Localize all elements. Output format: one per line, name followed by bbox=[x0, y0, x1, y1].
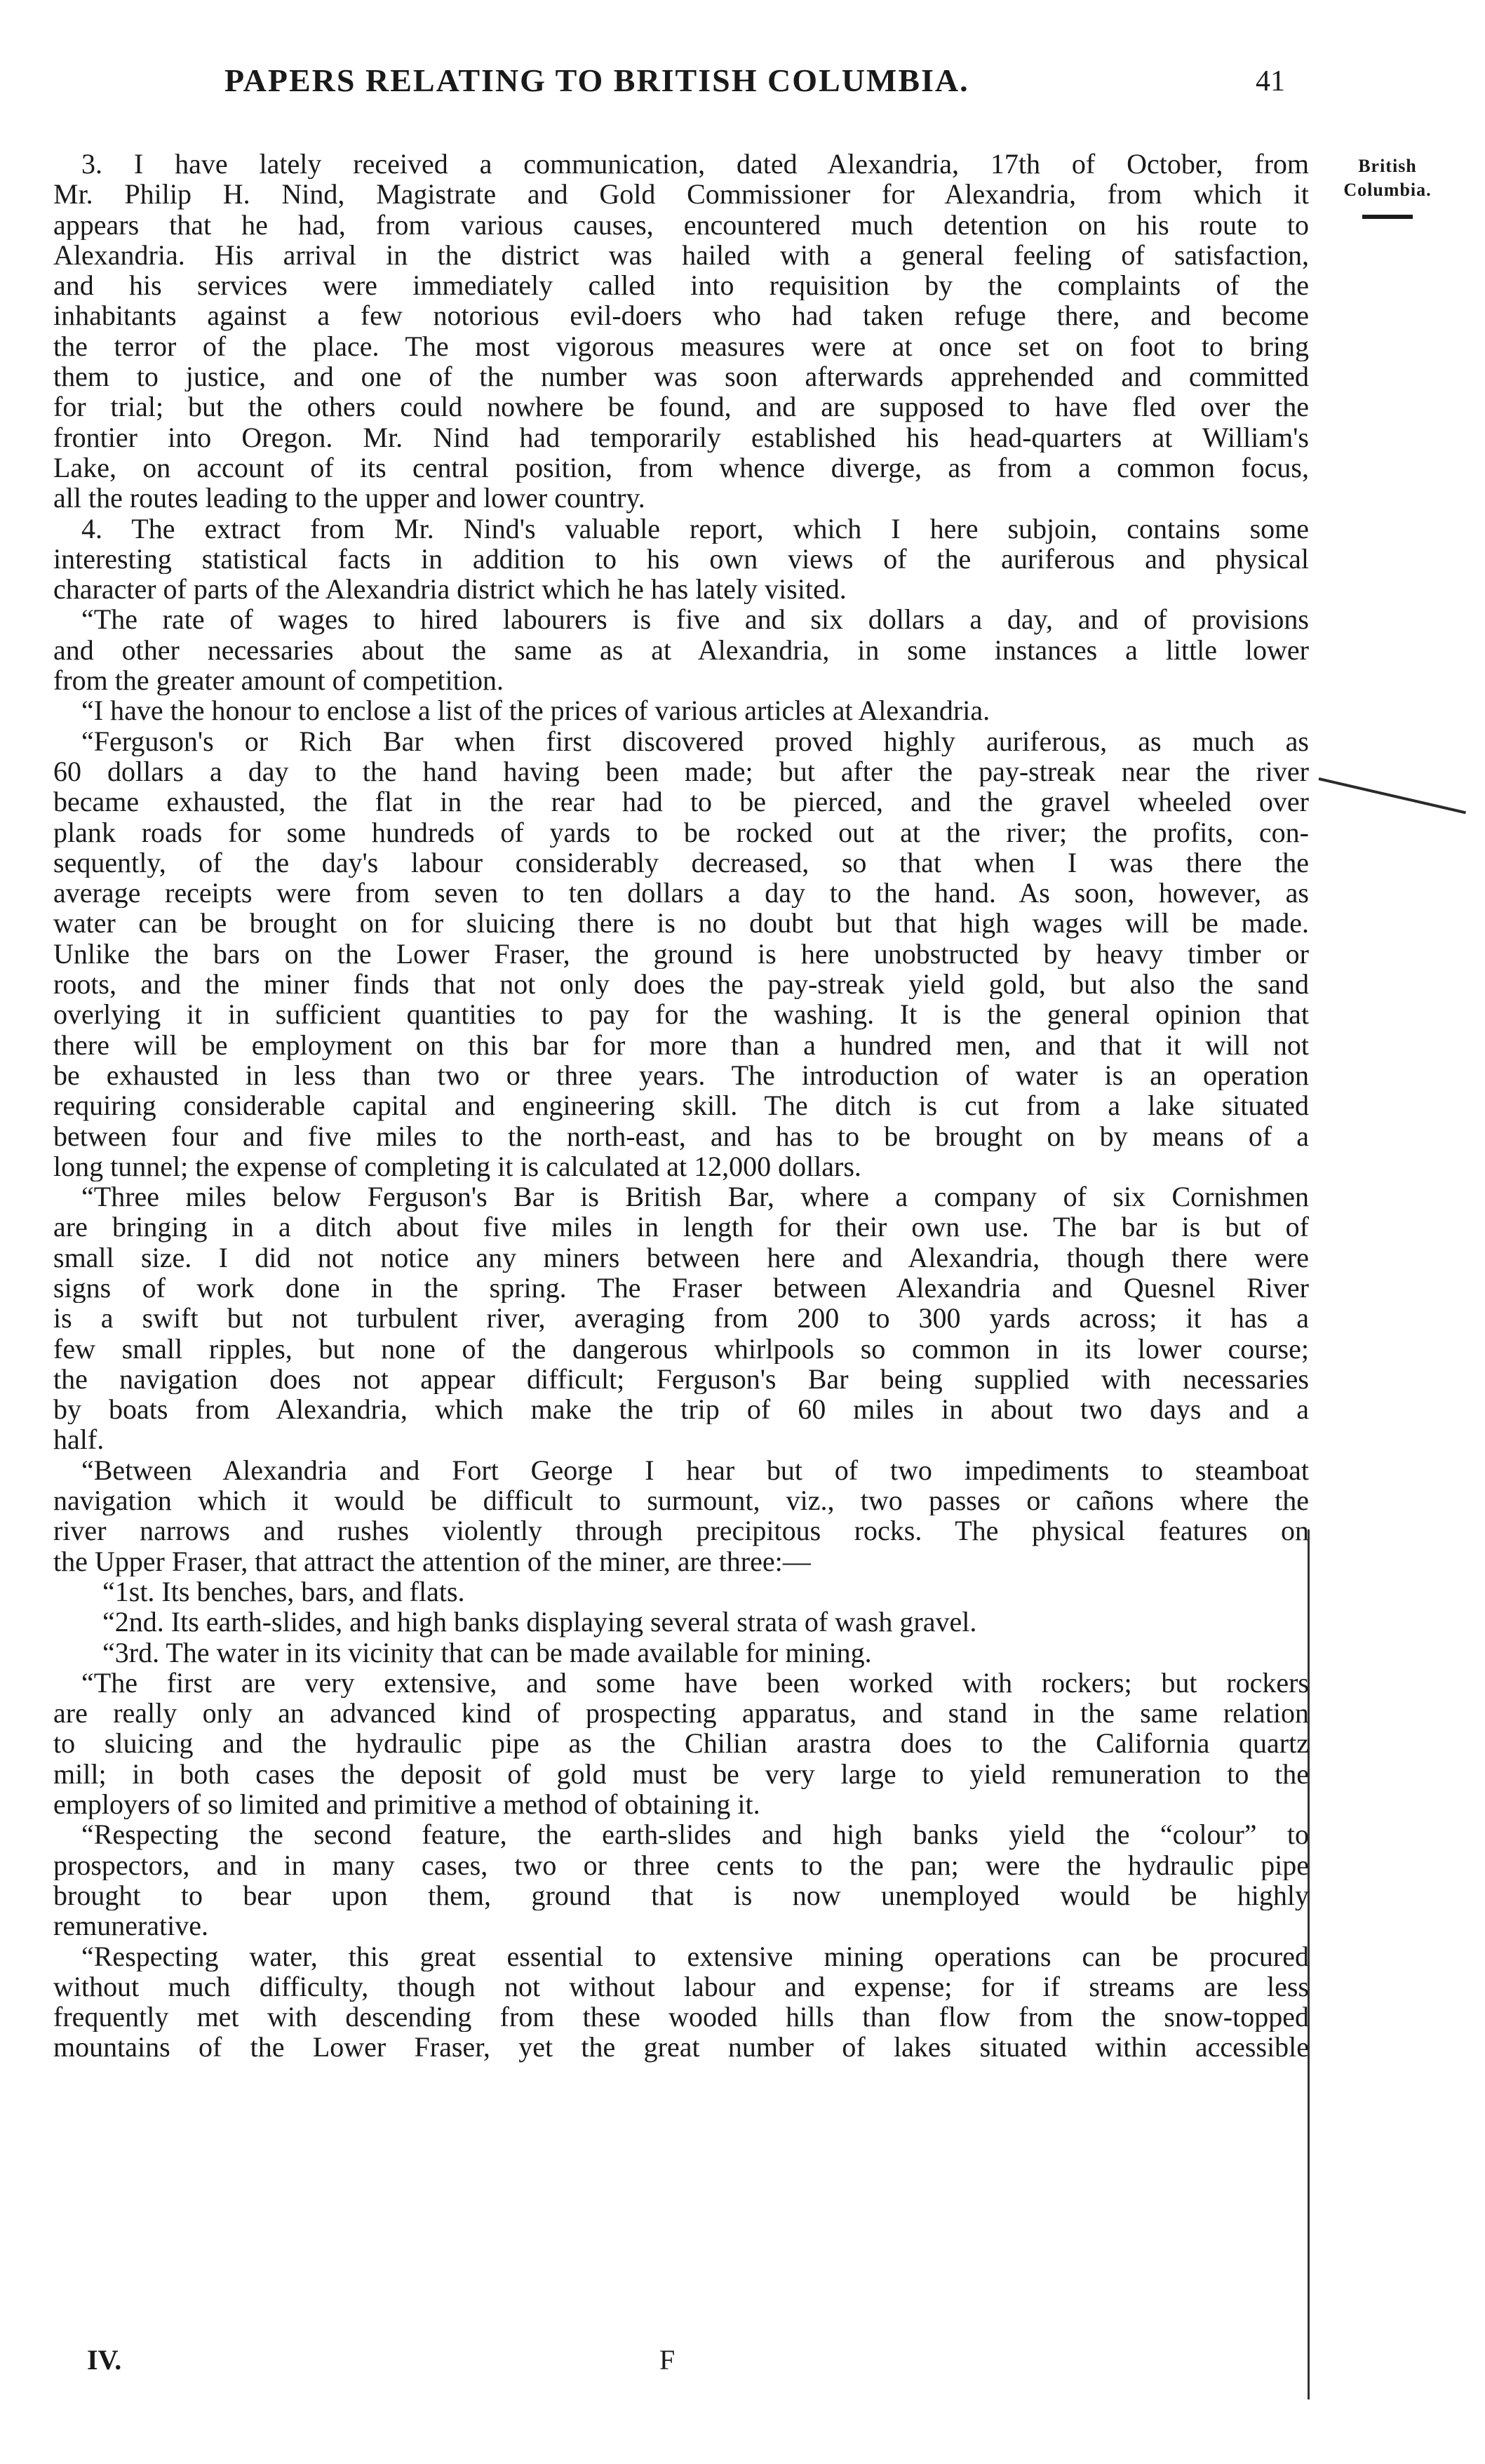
text-line: small size. I did not notice any miners between here and Alexandria, though there were bbox=[53, 1242, 1309, 1273]
text-line: frequently met with descending from these wooded hills than flow from the snow-topped bbox=[53, 2002, 1309, 2033]
text-line: “Three miles below Ferguson's Bar is British Bar, where a company of six Cornishmen bbox=[81, 1181, 1309, 1212]
margin-note-rule bbox=[1362, 215, 1413, 219]
text-line: the navigation does not appear difficult; Ferguson's Bar being supplied with necessaries bbox=[53, 1363, 1309, 1395]
text-line: between four and five miles to the north-east, and has to be brought on by means of a bbox=[53, 1120, 1309, 1151]
text-line: to sluicing and the hydraulic pipe as the Chilian arastra does to the California quartz bbox=[53, 1728, 1309, 1759]
text-line: “Respecting the second feature, the earth-slides and high banks yield the “colour” to bbox=[81, 1819, 1309, 1850]
sheet-mark: F bbox=[659, 2344, 676, 2376]
body-text bbox=[53, 149, 1309, 2063]
text-line: and other necessaries about the same as at Alexandria, in some instances a little lower bbox=[53, 634, 1309, 666]
text-line: roots, and the miner finds that not only does the pay-streak yield gold, but also the sand bbox=[53, 969, 1309, 1000]
text-line: 60 dollars a day to the hand having been made; but after the pay-streak near the river bbox=[53, 756, 1309, 787]
text-line: “Ferguson's or Rich Bar when first discovered proved highly auriferous, as much as bbox=[81, 725, 1309, 756]
text-line: “I have the honour to enclose a list of the prices of various articles at Alexandria. bbox=[81, 695, 990, 726]
text-line: “Between Alexandria and Fort George I hear but of two impediments to steamboat bbox=[81, 1454, 1309, 1486]
text-line: by boats from Alexandria, which make the trip of 60 miles in about two days and a bbox=[53, 1394, 1309, 1425]
text-line: appears that he had, from various causes, encountered much detention on his route to bbox=[53, 209, 1309, 240]
text-line: navigation which it would be difficult to surmount, viz., two passes or cañons where the bbox=[53, 1485, 1309, 1516]
text-line: them to justice, and one of the number was soon afterwards apprehended and committed bbox=[53, 361, 1309, 392]
text-line: interesting statistical facts in addition to his own views of the auriferous and physical bbox=[53, 543, 1309, 575]
page-number: 41 bbox=[1256, 65, 1285, 98]
text-line: sequently, of the day's labour considerably decreased, so that when I was there the bbox=[53, 847, 1309, 878]
text-line: for trial; but the others could nowhere be found, and are supposed to have fled over the bbox=[53, 391, 1309, 422]
text-line: became exhausted, the flat in the rear had to be pierced, and the gravel wheeled over bbox=[53, 786, 1309, 817]
text-line: the terror of the place. The most vigorous measures were at once set on foot to bring bbox=[53, 330, 1309, 362]
margin-note-line-2: Columbia. bbox=[1343, 180, 1432, 200]
text-line: and his services were immediately called into requisition by the complaints of the bbox=[53, 270, 1309, 301]
text-line: Unlike the bars on the Lower Fraser, the ground is here unobstructed by heavy timber or bbox=[53, 938, 1309, 970]
running-title: PAPERS RELATING TO BRITISH COLUMBIA. bbox=[224, 62, 969, 98]
text-line: is a swift but not turbulent river, averaging from 200 to 300 yards across; it has a bbox=[53, 1303, 1309, 1334]
text-line: requiring considerable capital and engineering skill. The ditch is cut from a lake situated bbox=[53, 1090, 1309, 1121]
text-line: “The rate of wages to hired labourers is five and six dollars a day, and of provisions bbox=[81, 604, 1309, 635]
text-line: there will be employment on this bar for more than a hundred men, and that it will not bbox=[53, 1029, 1309, 1060]
text-line: brought to bear upon them, ground that is now unemployed would be highly bbox=[53, 1880, 1309, 1911]
text-line: mill; in both cases the deposit of gold must be very large to yield remuneration to the bbox=[53, 1758, 1309, 1790]
text-line: “3rd. The water in its vicinity that can be made available for mining. bbox=[102, 1637, 872, 1668]
text-line: “2nd. Its earth-slides, and high banks displaying several strata of wash gravel. bbox=[102, 1607, 977, 1638]
text-line: 3. I have lately received a communication, dated Alexandria, 17th of October, from bbox=[81, 149, 1309, 180]
text-line: “1st. Its benches, bars, and flats. bbox=[102, 1576, 465, 1607]
text-line: “The first are very extensive, and some have been worked with rockers; but rockers bbox=[81, 1667, 1309, 1699]
text-line: 4. The extract from Mr. Nind's valuable report, which I here subjoin, contains some bbox=[81, 513, 1309, 544]
text-line: long tunnel; the expense of completing it is calculated at 12,000 dollars. bbox=[53, 1151, 861, 1182]
text-line: the Upper Fraser, that attract the attention of the miner, are three:— bbox=[53, 1546, 811, 1576]
text-line: plank roads for some hundreds of yards to be rocked out at the river; the profits, con- bbox=[53, 817, 1309, 848]
text-line: signs of work done in the spring. The Fraser between Alexandria and Quesnel River bbox=[53, 1272, 1309, 1304]
text-line: frontier into Oregon. Mr. Nind had temporarily established his head-quarters at William's bbox=[53, 422, 1309, 453]
text-line: are bringing in a ditch about five miles in length for their own use. The bar is but of bbox=[53, 1212, 1309, 1243]
text-line: Lake, on account of its central position, from whence diverge, as from a common focus, bbox=[53, 452, 1309, 483]
text-line: Alexandria. His arrival in the district was hailed with a general feeling of satisfaction, bbox=[53, 239, 1309, 271]
margin-note-line-1: British bbox=[1358, 156, 1417, 176]
text-line: remunerative. bbox=[53, 1910, 208, 1941]
text-line: prospectors, and in many cases, two or three cents to the pan; were the hydraulic pipe bbox=[53, 1849, 1309, 1880]
text-line: all the routes leading to the upper and lower country. bbox=[53, 483, 645, 514]
text-line: river narrows and rushes violently through precipitous rocks. The physical features on bbox=[53, 1515, 1309, 1546]
margin-note bbox=[1317, 154, 1458, 219]
text-line: overlying it in sufficient quantities to pay for the washing. It is the general opinion that bbox=[53, 999, 1309, 1030]
text-line: average receipts were from seven to ten dollars a day to the hand. As soon, however, as bbox=[53, 878, 1309, 909]
text-line: inhabitants against a few notorious evil-doers who had taken refuge there, and become bbox=[53, 300, 1309, 331]
text-line: mountains of the Lower Fraser, yet the great number of lakes situated within accessible bbox=[53, 2032, 1309, 2063]
text-line: half. bbox=[53, 1424, 105, 1455]
margin-pen-stroke bbox=[1319, 777, 1466, 814]
text-line: be exhausted in less than two or three years. The introduction of water is an operation bbox=[53, 1059, 1309, 1091]
text-line: without much difficulty, though not without labour and expense; for if streams are less bbox=[53, 1971, 1309, 2002]
text-line: Mr. Philip H. Nind, Magistrate and Gold Commissioner for Alexandria, from which it bbox=[53, 179, 1309, 210]
text-line: character of parts of the Alexandria district which he has lately visited. bbox=[53, 574, 847, 605]
page-footer bbox=[0, 2343, 1485, 2385]
text-line: “Respecting water, this great essential to extensive mining operations can be procured bbox=[81, 1941, 1309, 1971]
text-line: few small ripples, but none of the dangerous whirlpools so common in its lower course; bbox=[53, 1333, 1309, 1364]
page-header bbox=[0, 62, 1485, 118]
text-line: from the greater amount of competition. bbox=[53, 665, 504, 696]
text-line: water can be brought on for sluicing there is no doubt but that high wages will be made. bbox=[53, 908, 1309, 939]
text-line: are really only an advanced kind of prospecting apparatus, and stand in the same relation bbox=[53, 1698, 1309, 1729]
text-line: employers of so limited and primitive a method of obtaining it. bbox=[53, 1789, 760, 1820]
signature-mark: IV. bbox=[87, 2344, 122, 2376]
